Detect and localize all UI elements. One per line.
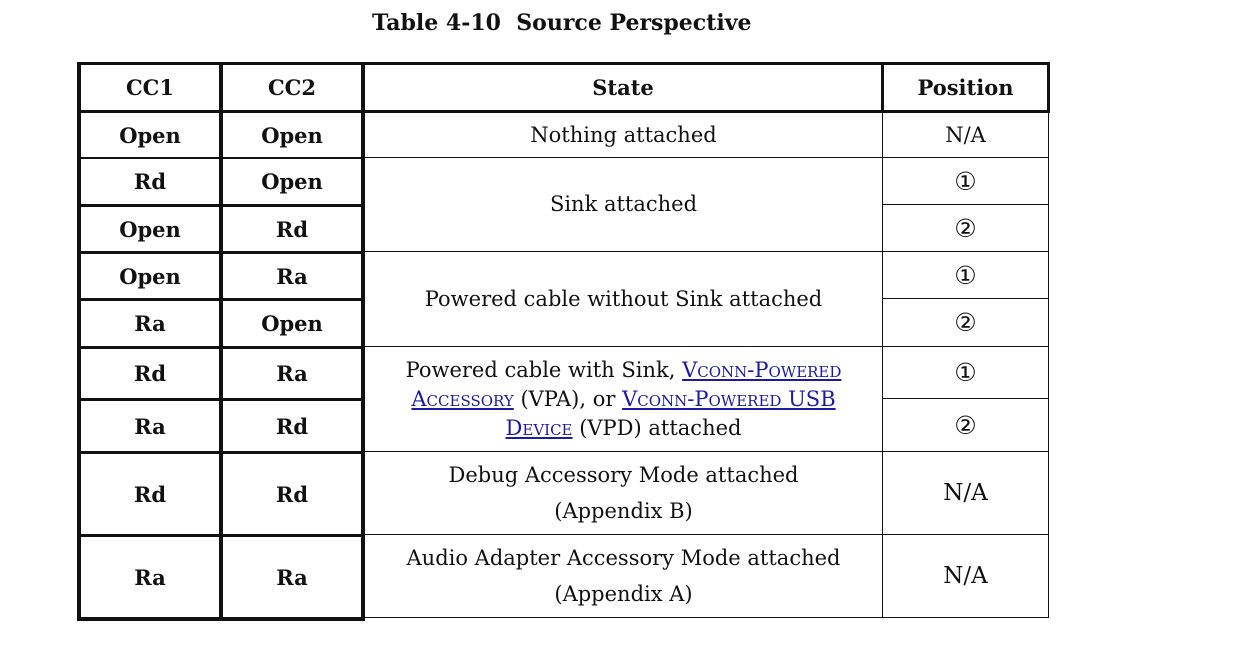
cell-cc1: Open (119, 263, 181, 289)
cell-position: ① (954, 260, 977, 290)
state-text: (Appendix B) (554, 499, 693, 523)
cell-cc1: Ra (134, 564, 166, 590)
cell-cc2: Ra (276, 361, 308, 386)
cell-cc1: Rd (133, 481, 167, 507)
cell-cc1: Ra (134, 311, 166, 336)
cell-position: N/A (945, 122, 986, 147)
cell-position: N/A (943, 562, 988, 589)
cell-position: ① (954, 166, 977, 196)
cell-cc1: Open (119, 122, 181, 148)
cell-cc2: Open (261, 122, 323, 148)
cell-cc2: Rd (275, 216, 309, 242)
cell-position: ② (954, 308, 977, 337)
vconn-powered-usb-device-link[interactable]: Vconn-Powered USB Device (505, 386, 836, 440)
cell-position: N/A (943, 479, 988, 506)
cell-cc1: Ra (134, 413, 166, 439)
state-text: Audio Adapter Accessory Mode attached (406, 546, 841, 570)
cell-position: ① (954, 358, 977, 387)
cell-cc1: Rd (133, 361, 167, 386)
cell-cc2: Rd (275, 481, 309, 507)
cell-state-debug (365, 452, 882, 534)
cell-state: Nothing attached (530, 122, 717, 147)
cell-cc2: Ra (276, 263, 308, 289)
cell-state: Powered cable without Sink attached (424, 286, 823, 311)
cell-state-vpa (375, 347, 872, 451)
header-cc2: CC2 (267, 75, 317, 100)
state-text: Debug Accessory Mode attached (448, 463, 799, 487)
state-text: Powered cable with Sink, (405, 357, 683, 382)
state-text: (VPA), or (513, 386, 623, 411)
cell-position: ② (954, 213, 977, 243)
cell-cc2: Rd (275, 413, 309, 439)
header-cc1: CC1 (125, 75, 175, 100)
cell-cc2: Ra (276, 564, 308, 590)
cell-position: ② (954, 410, 977, 440)
vconn-powered-accessory-link[interactable]: Vconn-Powered Accessory (411, 357, 842, 411)
cell-state: Sink attached (549, 192, 698, 216)
cell-cc2: Open (261, 311, 323, 336)
state-text: (Appendix A) (554, 582, 693, 606)
state-text: (VPD) attached (572, 415, 742, 440)
cell-cc2: Open (261, 169, 323, 194)
cell-cc1: Rd (133, 169, 167, 194)
table-title: Table 4-10 Source Perspective (372, 10, 752, 36)
header-state: State (592, 75, 654, 100)
cell-state-audio (365, 535, 882, 617)
header-position: Position (917, 75, 1014, 100)
cell-cc1: Open (119, 216, 181, 242)
